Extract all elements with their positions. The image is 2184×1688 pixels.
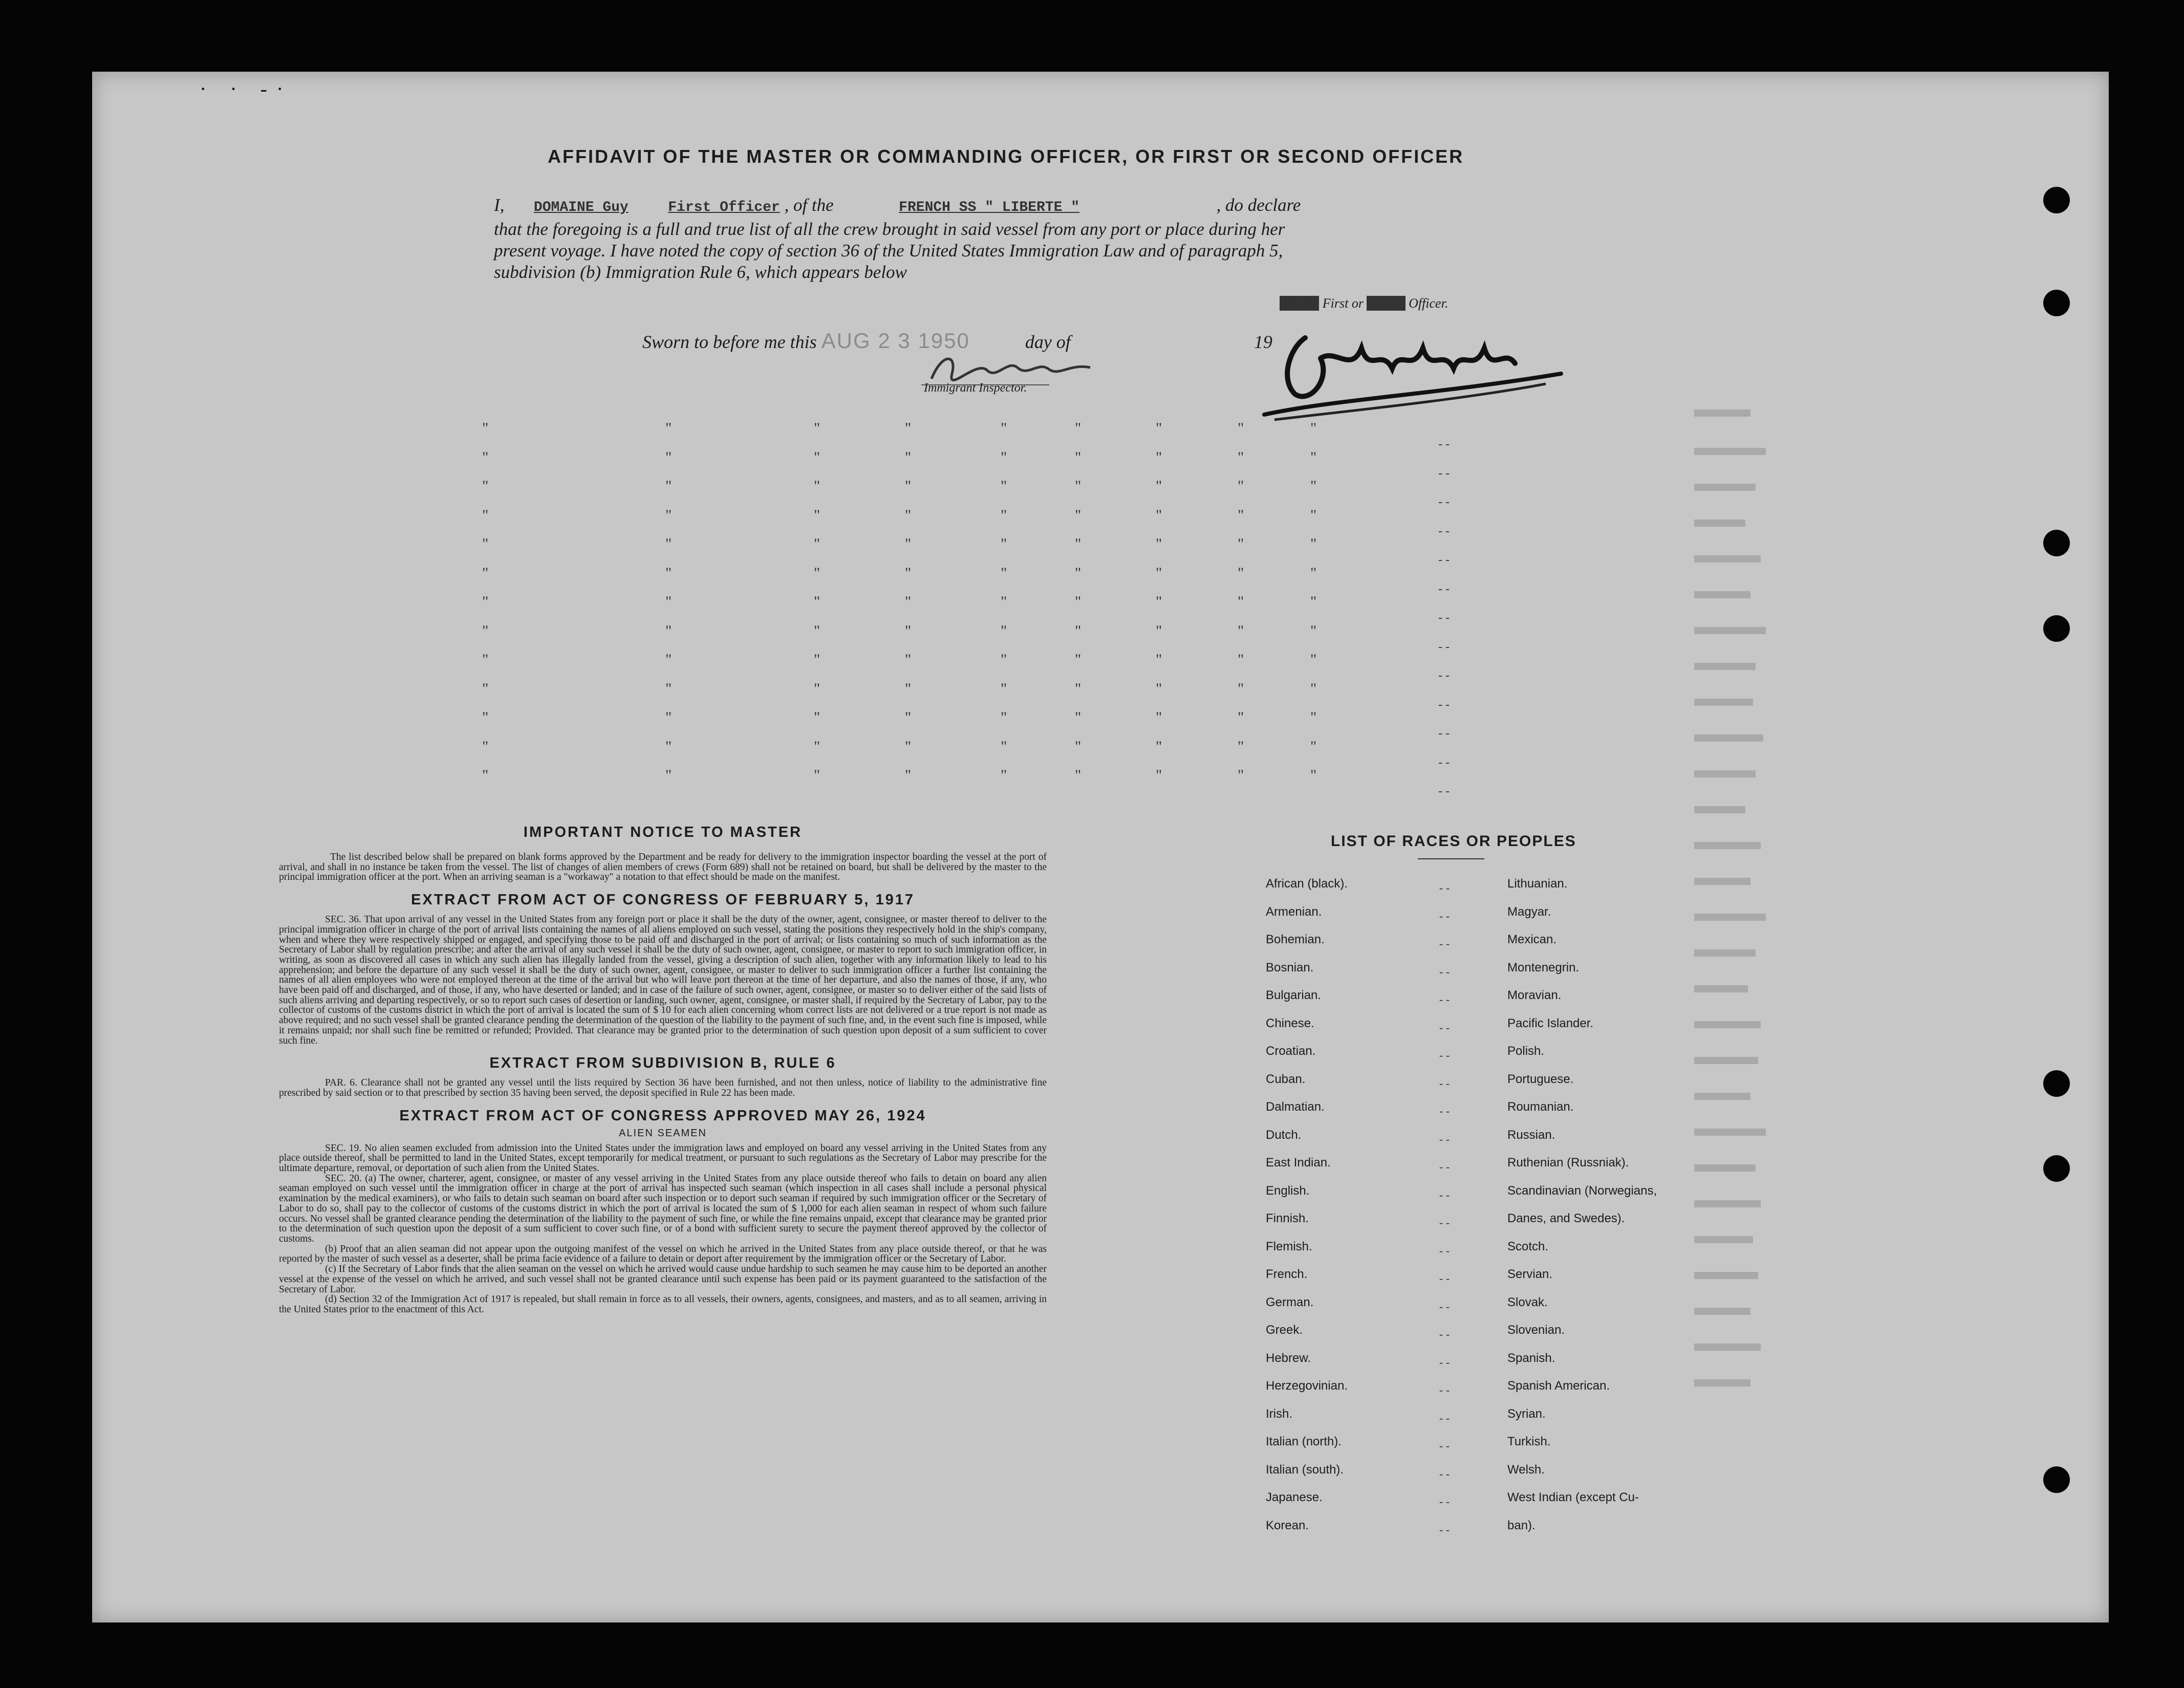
ditto-column: " " " " " " " " " " " " " [814,420,820,784]
officer-rank: First Officer [668,200,780,215]
punch-hole [2043,530,2070,556]
races-right-column [1507,877,1657,1546]
race-item: Bulgarian. [1266,988,1322,1002]
race-item: Moravian. [1507,988,1562,1002]
race-item: Russian. [1507,1128,1555,1142]
race-dash: - - [1439,1244,1450,1257]
race-dash: - - [1439,1132,1450,1145]
race-dash: - - [1439,1383,1450,1396]
year-prefix: 19 [1253,332,1272,352]
race-item: Dalmatian. [1266,1100,1325,1114]
race-item: Syrian. [1507,1406,1546,1421]
ditto-column: " " " " " " " " " " " " " [1001,420,1007,784]
race-item: Flemish. [1266,1239,1312,1253]
dash-column: - - - - - - - - - - - - - - - - - - - - - - - - - - [1438,438,1450,798]
notice-section [279,824,1047,1315]
race-dash: - - [1439,1523,1450,1536]
race-item: Dutch. [1266,1128,1302,1142]
ditto-column: " " " " " " " " " " " " " [1310,420,1317,784]
race-item: Magyar. [1507,904,1551,919]
day-of: day of [1025,332,1071,352]
race-item: Cuban. [1266,1072,1306,1086]
race-dash: - - [1439,1328,1450,1340]
punch-hole [2043,290,2070,316]
extract3-p2: SEC. 20. (a) The owner, charterer, agent, consignee, or master of any vessel arriving in the United States from any place outside thereof who fails to detain on board any alien seaman employed on such vessel until the immigration officer in charge at the port of arrival has inspected such seaman (which inspection in all cases shall include a personal physical examination by the medical examiners), or who fails to detain such seaman on board after such inspection or to deport such seaman if required by such immigration officer or the Secretary of Labor to do so, shall pay to the collector of customs of the customs district in which the port of arrival is located the sum of $ 1,000 for each alien seaman in respect of whom such failure occurs. No vessel shall be granted clearance pending the determination of the liability to the payment of such fine, or while the fine remains unpaid, except that clearance may be granted prior to the determination of such question upon the deposit of a sum sufficient to cover such fine, or of a bond with sufficient surety to secure the payment thereof approved by the collector of customs. [279,1173,1047,1244]
race-dash: - - [1439,1300,1450,1313]
race-item: Bohemian. [1266,933,1325,946]
race-dash: - - [1439,1272,1450,1285]
affidavit-title: AFFIDAVIT OF THE MASTER OR COMMANDING OFFICER, OR FIRST OR SECOND OFFICER [548,146,1464,167]
officer-name: DOMAINE Guy [533,200,629,215]
race-dash: - - [1439,1160,1450,1173]
extract3-p4: (c) If the Secretary of Labor finds that the alien seaman on the vessel on which he arrived would cause undue hardship to such seamen he may cause him to be deported an another vessel at the expense of the vessel on which he arrived, and such vessel shall not be granted clearance until such expense has been paid or its payment guaranteed to the satisfaction of the Secretary of Labor. [279,1264,1047,1295]
race-dash: - - [1439,993,1450,1006]
officer-end: Officer. [1409,296,1448,311]
officer-title-line [1280,296,1448,311]
ditto-column: " " " " " " " " " " " " " [482,420,489,784]
race-item: Irish. [1266,1406,1293,1421]
race-dash: - - [1439,1076,1450,1090]
race-item: Scotch. [1507,1239,1549,1253]
race-dash: - - [1439,1049,1450,1062]
extract3-p1: SEC. 19. No alien seamen excluded from admission into the United States under the immigration laws and employed on board any vessel arriving in the United States from any place outside thereof, shall be permitted to land in the United States, except temporarily for medical treatment, or pursuant to such regulations as the Secretary of Labor may prescribe for the ultimate departure, removal, or deportation of such alien from the United States. [279,1142,1047,1174]
race-item: Turkish. [1507,1435,1551,1448]
race-item: French. [1266,1267,1308,1281]
ditto-column: " " " " " " " " " " " " " [905,420,912,784]
race-item: Bosnian. [1266,960,1314,975]
race-item: Servian. [1507,1267,1553,1281]
race-item: Armenian. [1266,904,1322,919]
race-item: ban). [1507,1518,1536,1532]
race-item: Slovak. [1507,1295,1548,1309]
race-item: Korean. [1266,1518,1309,1532]
race-item: English. [1266,1183,1310,1198]
race-item: Italian (south). [1266,1462,1344,1477]
race-item: Spanish. [1507,1351,1555,1365]
race-dash: - - [1439,1439,1450,1452]
ditto-column: " " " " " " " " " " " " " [665,420,672,784]
race-item: Roumanian. [1507,1100,1574,1114]
extract1-title: EXTRACT FROM ACT OF CONGRESS OF FEBRUARY 5, 1917 [410,892,915,908]
date-stamp: AUG 2 3 1950 [821,329,970,353]
declaration-of-the: , of the [784,195,834,215]
race-item: Danes, and Swedes). [1507,1211,1625,1225]
race-item: Scandinavian (Norwegians, [1507,1183,1657,1198]
race-dash: - - [1439,1105,1450,1117]
extract3-p3: (b) Proof that an alien seaman did not appear upon the outgoing manifest of the vessel on which he arrived in the United States from any place outside thereof, or that he was reported by the master of such vessel as a deserter, shall be prima facie evidence of a failure to detain or deport after requirement by the immigration officer or the Secretary of Labor. [279,1243,1047,1265]
race-item: Spanish American. [1507,1379,1610,1393]
race-item: Polish. [1507,1044,1545,1058]
officer-signature [1259,317,1576,430]
extract1-body: SEC. 36. That upon arrival of any vessel in the United States from any foreign port or place it shall be the duty of the owner, agent, consignee, or master thereof to deliver to the principal immigration officer in charge of the port of arrival lists containing the names of all aliens employed on such vessel, stating the positions they respectively hold in the ship's company, when and where they were respectively shipped or engaged, and specifying those to be paid off and discharged in the port of arrival; or lists containing so much of such information as the Secretary of Labor shall by regulation prescribe; and after the arrival of any such vessel it shall be the duty of such owner, agent, consignee, or master to report to such immigration officer, in writing, as soon as discovered all cases in which any such alien has illegally landed from the vessel, giving a description of such alien, together with any information likely to lead to his apprehension; and before the departure of any such vessel it shall be the duty of such owner, agent, consignee, or master to deliver to such immigration officer a further list containing the names of all alien employees who were not employed thereon at the time of the arrival but who will leave port thereon at the time of her departure, and also the names of those, if any, who have been paid off and discharged, and of those, if any, who have deserted or landed; and in case of the failure of such owner, agent, consignee, or master so to deliver either of the said lists of such aliens arriving and departing respectively, or so to report such cases of desertion or landing, such owner, agent, consignee, or master shall, if required by the Secretary of Labor, pay to the collector of customs of the customs district in which the port of arrival is located the sum of $ 10 for each alien concerning whom correct lists are not delivered or a true report is not made as above required; and no such vessel shall be granted clearance pending the determination of the question of the liability to the payment of such fine, and, in the event such fine is imposed, while it remains unpaid; nor shall such fine be remitted or refunded; Provided. That clearance may be granted prior to the determination of such question upon deposit of a sum sufficient to cover such fine. [279,914,1047,1046]
sworn-text: Sworn to before me this [642,332,817,352]
punch-hole [2043,1466,2070,1493]
race-item: West Indian (except Cu- [1507,1490,1639,1504]
race-item: Montenegrin. [1507,960,1580,975]
ditto-column: " " " " " " " " " " " " " [1075,420,1082,784]
race-dash: - - [1439,881,1450,894]
punch-hole [2043,615,2070,642]
punch-hole [2043,1070,2070,1097]
race-dash: - - [1439,1216,1450,1229]
punch-hole [2043,1155,2070,1182]
races-title: LIST OF RACES OR PEOPLES [1331,833,1576,850]
bleed-through [1689,384,1996,1561]
race-dash: - - [1439,1411,1450,1424]
race-dash: - - [1439,965,1450,978]
declaration-do-declare: , do declare [1216,195,1301,215]
declaration-line-3: present voyage. I have noted the copy of section 36 of the United States Immigration Law and of paragraph 5, [494,241,1283,261]
race-item: Portuguese. [1507,1072,1574,1086]
race-item: Croatian. [1266,1044,1316,1058]
officer-first: First or [1322,296,1364,311]
race-dash: - - [1439,1467,1450,1480]
ditto-column: " " " " " " " " " " " " " [1156,420,1162,784]
race-dash: - - [1439,1188,1450,1201]
declaration-line-2: that the foregoing is a full and true list of all the crew brought in said vessel from any port or place during her [494,219,1285,239]
ditto-column: " " " " " " " " " " " " " [1238,420,1244,784]
race-item: African (black). [1266,877,1348,891]
race-item: Pacific Islander. [1507,1016,1594,1030]
race-dash: - - [1439,1355,1450,1369]
vessel-name: FRENCH SS " LIBERTE " [899,200,1080,215]
struck-master: Master, [1280,296,1320,311]
extract3-p5: (d) Section 32 of the Immigration Act of 1917 is repealed, but shall remain in force as to all vessels, their owners, agents, consignees, and masters, and as to all seamen, arriving in the United States prior to the enactment of this Act. [279,1294,1047,1315]
notice-body: The list described below shall be prepared on blank forms approved by the Department and be ready for delivery to the immigration inspector boarding the vessel at the port of arrival, and shall in no instance be taken from the vessel. The list of changes of alien members of crews (Form 689) shall not be retained on board, but shall be delivered by the master to the principal immigration officer at the port. When an arriving seaman is a "workaway" a notation to that effect should be made on the manifest. [279,852,1047,883]
race-item: East Indian. [1266,1156,1331,1170]
race-item: Greek. [1266,1323,1303,1337]
race-item: Finnish. [1266,1211,1309,1225]
punch-hole [2043,187,2070,213]
extract2-body: PAR. 6. Clearance shall not be granted any vessel until the lists required by Section 36 have been furnished, and not then unless, notice of liability to the administrative fine prescribed by said section or to that prescribed by section 35 having been served, the deposit specified in Rule 22 has been made. [279,1077,1047,1098]
race-item: Herzegovinian. [1266,1379,1348,1393]
extract3-title: EXTRACT FROM ACT OF CONGRESS APPROVED MAY 26, 1924 [399,1107,926,1124]
race-item: Japanese. [1266,1490,1323,1504]
race-dash: - - [1439,909,1450,922]
race-dash: - - [1439,937,1450,950]
extract2-title: EXTRACT FROM SUBDIVISION B, RULE 6 [489,1055,836,1072]
corner-mark: · · -· [200,77,293,100]
race-item: Welsh. [1507,1462,1545,1477]
race-item: German. [1266,1295,1314,1309]
races-dash-column [1439,881,1450,1551]
declaration-line-4: subdivision (b) Immigration Rule 6, which appears below [494,262,907,282]
race-item: Italian (north). [1266,1435,1342,1448]
race-item: Slovenian. [1507,1323,1565,1337]
declaration-i: I, [494,195,505,215]
extract3-subtitle: ALIEN SEAMEN [619,1127,707,1139]
race-item: Hebrew. [1266,1351,1311,1365]
race-item: Chinese. [1266,1016,1314,1030]
race-item: Ruthenian (Russniak). [1507,1156,1629,1170]
race-item: Mexican. [1507,933,1557,946]
struck-second: Second [1367,296,1405,311]
races-title-rule [1418,857,1484,860]
declaration-text [494,194,1466,283]
race-item: Lithuanian. [1507,877,1568,891]
inspector-label: Immigrant Inspector. [924,381,1027,395]
notice-title: IMPORTANT NOTICE TO MASTER [523,824,803,840]
races-left-column [1266,877,1348,1546]
race-dash: - - [1439,1495,1450,1508]
race-dash: - - [1439,1021,1450,1034]
